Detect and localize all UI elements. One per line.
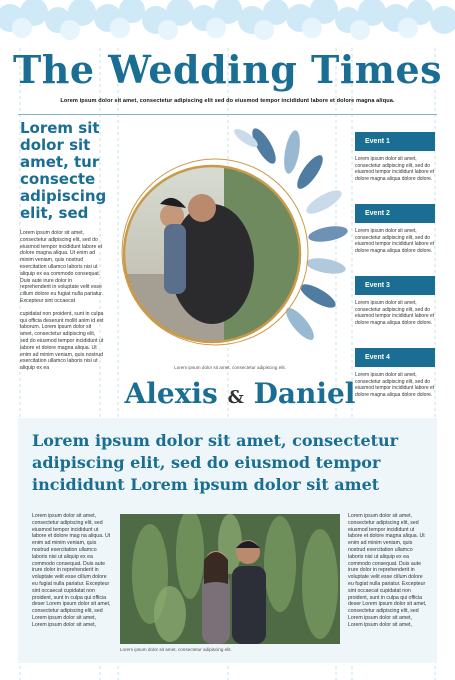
header-divider — [18, 114, 437, 115]
event-block — [355, 276, 435, 340]
left-column — [20, 119, 107, 378]
events-column — [355, 132, 435, 420]
left-headline: Lorem sit dolor sit amet, tur consecte adipiscing elit, sed — [20, 119, 107, 222]
event-label: Event 2 — [355, 204, 435, 223]
event-block — [355, 348, 435, 412]
event-block — [355, 132, 435, 196]
ampersand: & — [227, 387, 244, 408]
bottom-right-text: Lorem ipsum dolor sit amet, consectetur adipiscing elit, sed eiusmod tempor incididunt ut labore et dolore magna aliqua. Ut enim ad minim veniam, quis nostrud exercitation ullamco laboris nisi ut aliquip ex ea commodo consequat. Duis aute irure dolor in reprehenderit in voluptate velit esse cillum dolore eu fugiat nulla pariatur. Excepteur sint occaecat cupidatat non proident, sunt in culpa qui officia deser Lorem ipsum dolor sit amet, consectetur adipiscing elit, sed Lorem ipsum dolor sit amet, Lorem ipsum dolor sit amet, — [348, 513, 427, 628]
event-text: Lorem ipsum dolor sit amet, consectetur adipiscing elit, sed do eiusmod tempor incididunt labore et dolore magna aliqua dolore dolore. — [355, 156, 435, 182]
bottom-right-column — [348, 513, 428, 635]
left-paragraph-1: Lorem ipsum dolor sit amet, consectetur adipiscing elit, sed do eiusmod tempor incididunt labore et dolore magna aliqua. Ut enim ad minim veniam, quis nostrud exercitation ullamco laboris nisi ut aliquip ex ea commodo consequat. Duis aute irure dolor in reprehenderit in voluptate velit esse cillum dolore eu fugiat nulla pariatur. Excepteur sint occaecat — [20, 230, 104, 304]
masthead — [0, 48, 455, 104]
event-text: Lorem ipsum dolor sit amet, consectetur adipiscing elit, sed do eiusmod tempor incididunt labore et dolore magna aliqua dolore dolore. — [355, 228, 435, 254]
left-paragraph-2: cupidatat non proident, sunt in culpa qui officia deserunt mollit anim id est laborum. Lorem ipsum dolor sit amet, consectetur adipiscing elit, sed do eiusmod tempor incididunt ut labore et dolore magna aliqua. Ut enim ad minim veniam, quis nostrud exercitation ullamco laboris nisi ut aliquip ex ea — [20, 310, 104, 372]
bottom-headline: Lorem ipsum dolor sit amet, consectetur adipiscing elit, sed do eiusmod tempor incididunt Lorem ipsum dolor sit amet — [32, 431, 399, 494]
couple-names — [110, 378, 370, 414]
event-block — [355, 204, 435, 268]
bottom-left-text: Lorem ipsum dolor sit amet, consectetur adipiscing elit, sed eiusmod tempor incididunt ut labore et dolore mag na aliqua. Ut enim ad minim veniam, quis nostrud exercitation ullamco laboris nisi ut aliquip ex ea commodo consequat. Duis aute irure dolor in reprehenderit in voluptate velit esse cillum dolore eu fugiat nulla pariatur. Excepteur sint occaecat cupidatat non proident, sunt in culpa qui officia deser Lorem ipsum dolor sit amet, consectetur adipiscing elit, sed Lorem ipsum dolor sit amet, Lorem ipsum dolor sit amet, — [32, 513, 111, 628]
tagline: Lorem ipsum dolor sit amet, consectetur adipiscing elit sed do eiusmod tempor incididunt labore et dolore magna aliqua. — [60, 98, 395, 104]
newspaper-title: The Wedding Times — [12, 47, 443, 92]
event-label: Event 3 — [355, 276, 435, 295]
couple-photo-2 — [120, 514, 340, 644]
event-label: Event 1 — [355, 132, 435, 151]
event-text: Lorem ipsum dolor sit amet, consectetur adipiscing elit, sed do eiusmod tempor incididunt labore et dolore magna aliqua dolore dolore. — [355, 300, 435, 326]
feature-caption: Lorem ipsum dolor sit amet, consectetur adipiscing elit. — [174, 365, 286, 370]
bottom-photo-caption: Lorem ipsum dolor sit amet, consectetur adipiscing elit. — [120, 647, 232, 652]
name-two: Daniel — [253, 377, 356, 410]
couple-photo-frame — [114, 124, 350, 372]
event-text: Lorem ipsum dolor sit amet, consectetur adipiscing elit, sed do eiusmod tempor incididunt labore et dolore magna aliqua dolore dolore. — [355, 372, 435, 398]
name-one: Alexis — [124, 377, 218, 410]
bottom-left-column — [32, 513, 112, 635]
cloud-border — [0, 0, 455, 48]
bottom-section — [18, 418, 437, 663]
event-label: Event 4 — [355, 348, 435, 367]
